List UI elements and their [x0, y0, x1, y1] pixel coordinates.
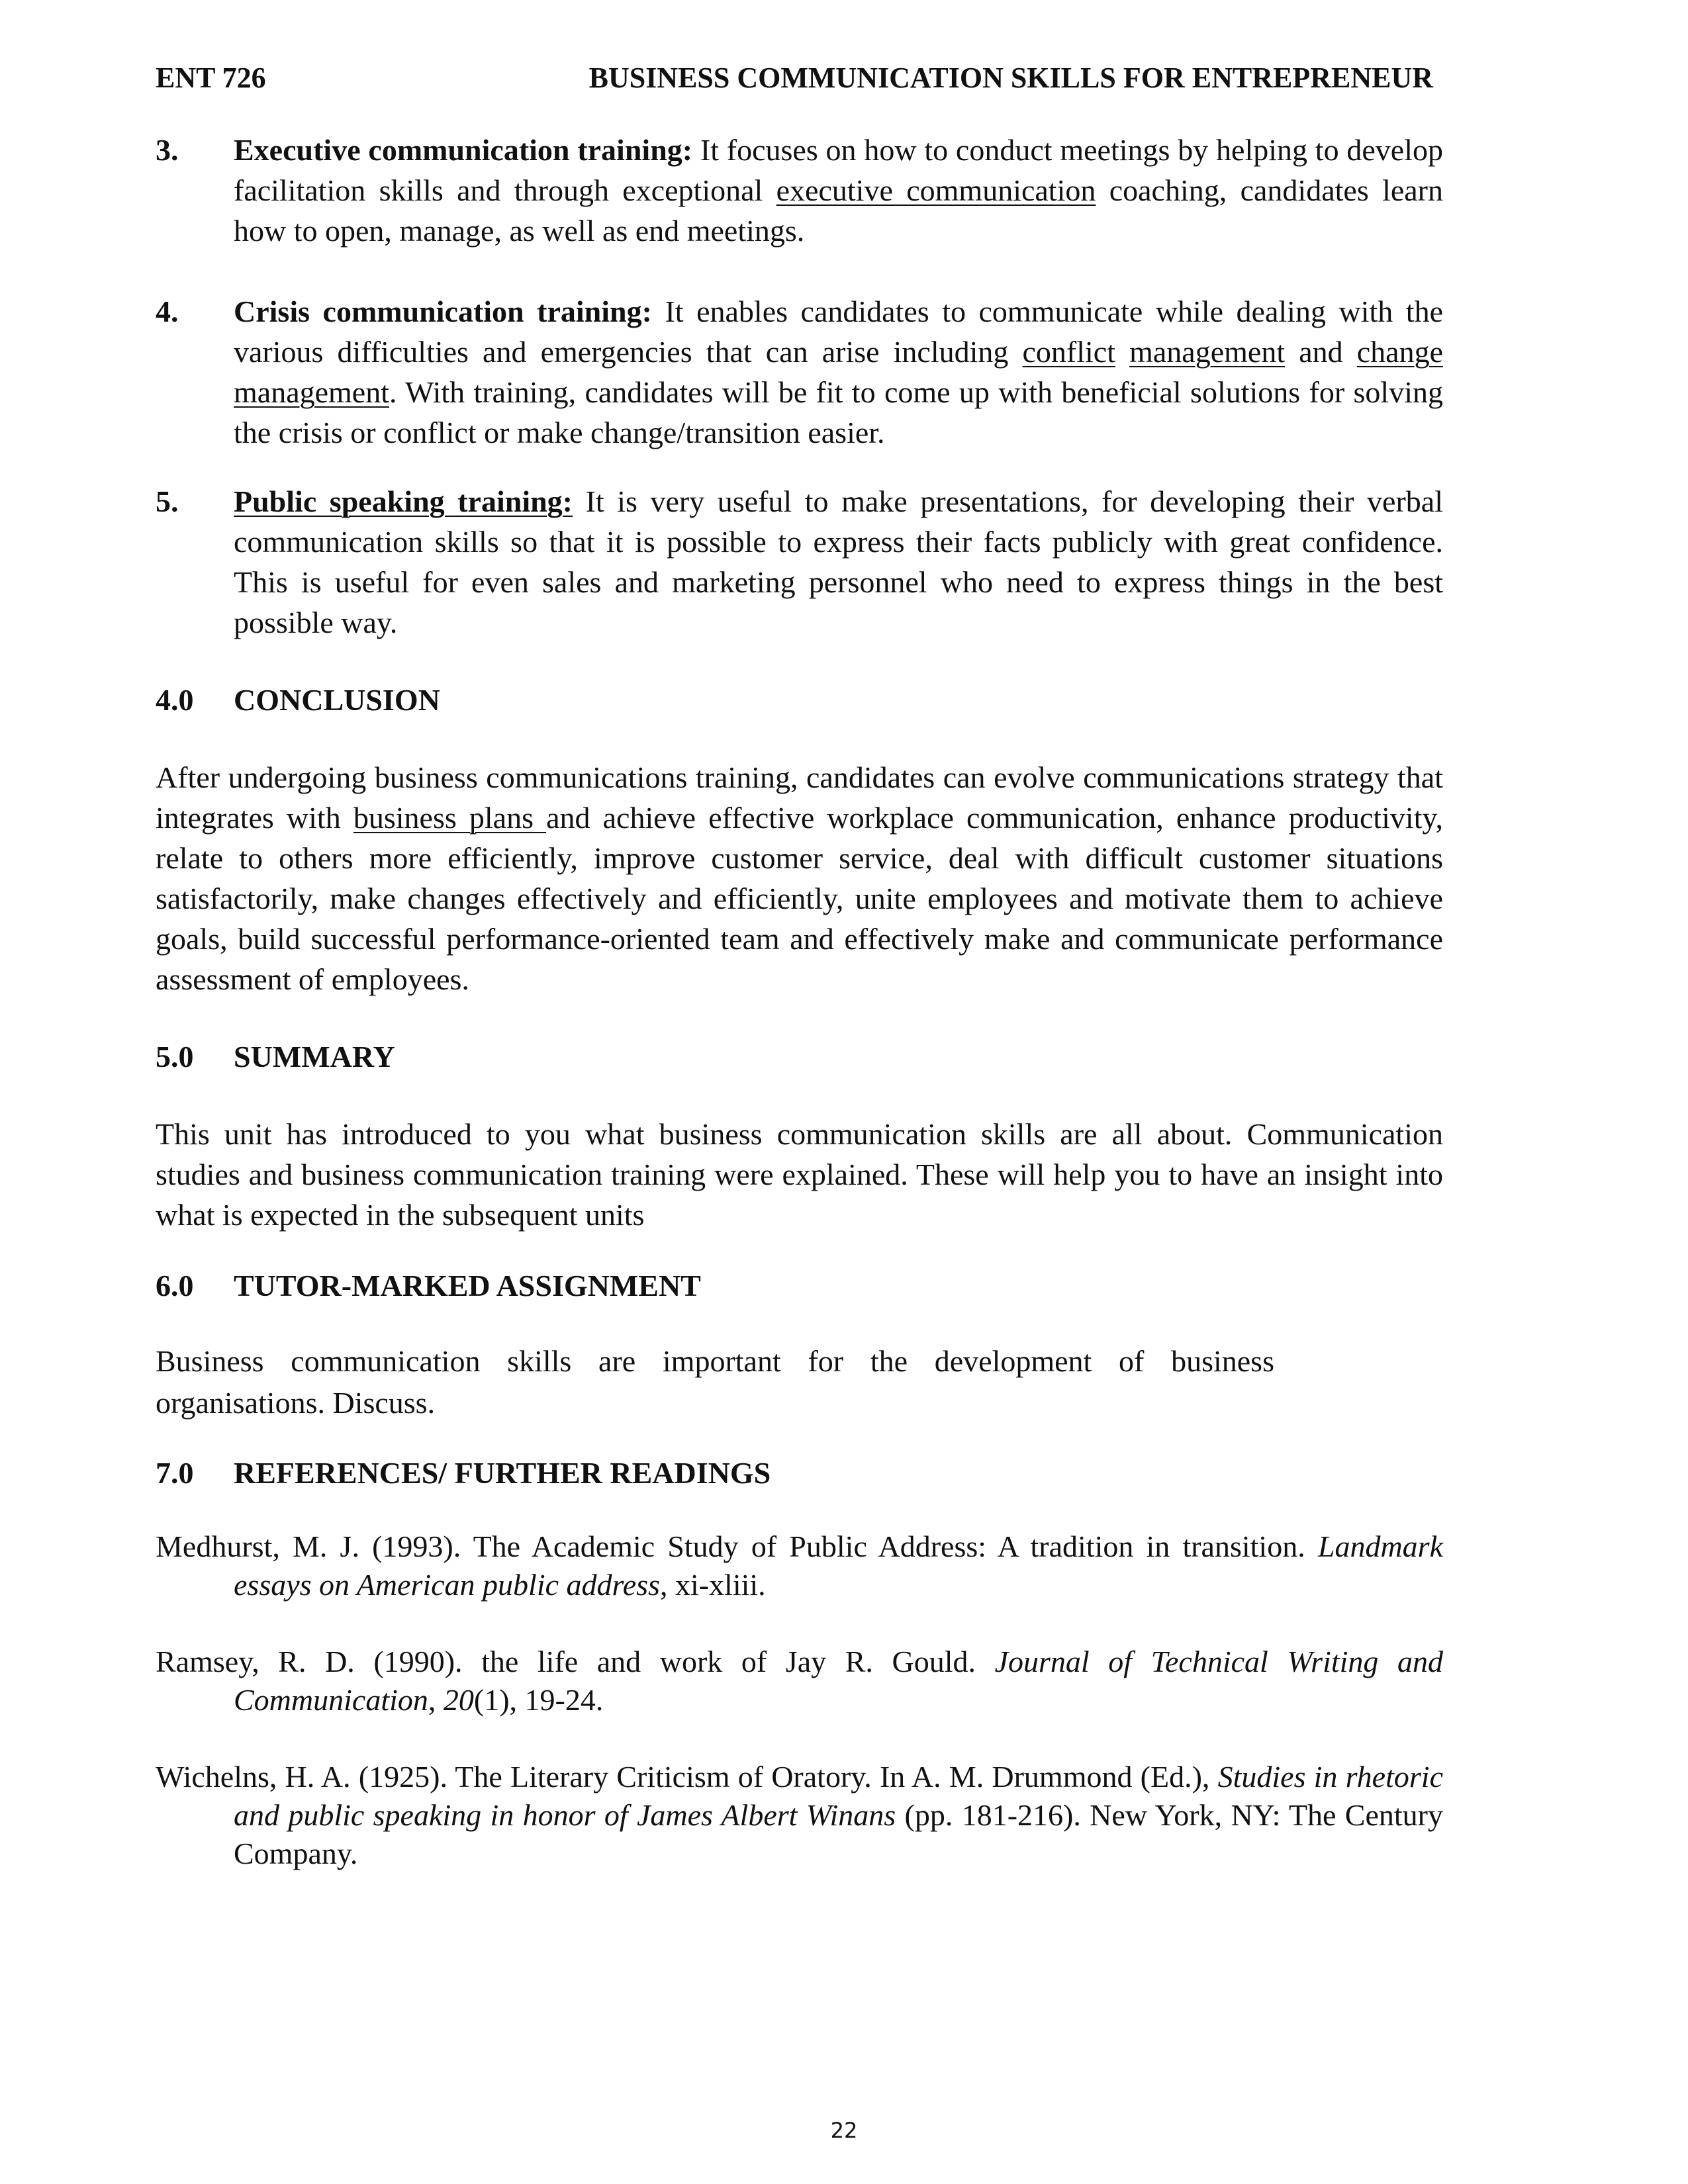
- list-item-text: It enables candidates to communicate while dealing with the various difficulties and emergencies that can arise including: [234, 295, 1443, 369]
- section-title: CONCLUSION: [234, 683, 440, 717]
- change-management-link[interactable]: change management: [234, 335, 1444, 409]
- list-item-term: Crisis communication training:: [234, 295, 652, 328]
- reference-source: Landmark essays on American public address: [234, 1529, 1443, 1602]
- section-title: TUTOR-MARKED ASSIGNMENT: [234, 1269, 701, 1302]
- executive-communication-link[interactable]: executive communication: [776, 173, 1096, 207]
- summary-paragraph: This unit has introduced to you what business communication skills are all about. Communication studies and business communication training were explained. These will help you to have an insight into what is expected in the subsequent units: [156, 1117, 1443, 1232]
- conflict-link[interactable]: conflict: [1022, 335, 1115, 369]
- conclusion-paragraph: [156, 757, 1443, 999]
- business-plans-link[interactable]: business plans: [353, 801, 547, 835]
- list-item-text: It focuses on how to conduct meetings by helping to develop facilitation skills and through exceptional: [234, 133, 1443, 207]
- section-heading-summary: [156, 1036, 1443, 1077]
- list-item-text: and: [1285, 335, 1357, 369]
- reference-text: (pp. 181-216). New York, NY: The Century Company.: [234, 1798, 1443, 1870]
- list-item-text: It is very useful to make presentations, for developing their verbal communication skills so that it is possible to express their facts publicly with great confidence. This is useful for even sales and marketing personnel who need to express things in the best possible way.: [234, 484, 1443, 639]
- list-item-number: 5.: [156, 484, 179, 518]
- list-item-number: 3.: [156, 133, 179, 167]
- list-item-text: coaching, candidates learn how to open, manage, as well as end meetings.: [234, 173, 1443, 248]
- section-number: 7.0: [156, 1456, 194, 1490]
- reference-entry: [156, 1643, 1443, 1719]
- reference-text: (1), 19-24.: [473, 1683, 604, 1717]
- list-item-public-speaking-training: [156, 481, 1443, 643]
- list-item-executive-training: [156, 130, 1443, 251]
- section-number: 4.0: [156, 683, 194, 717]
- paragraph-text: After undergoing business communications training, candidates can evolve communications strategy that integrates with: [156, 760, 1443, 835]
- reference-text: Wichelns, H. A. (1925). The Literary Criticism of Oratory. In A. M. Drummond (Ed.),: [156, 1760, 1218, 1794]
- reference-volume: 20: [443, 1683, 474, 1717]
- assignment-line: organisations. Discuss.: [156, 1386, 436, 1420]
- page-number: 22: [830, 2118, 858, 2143]
- list-item-text: . With training, candidates will be fit to come up with beneficial solutions for solving the crisis or conflict or make change/transition easier.: [234, 375, 1443, 449]
- section-number: 6.0: [156, 1269, 194, 1302]
- list-item-body: [234, 291, 1443, 453]
- assignment-line: Business communication skills are important for the development of business: [156, 1344, 1274, 1378]
- list-item-crisis-training: [156, 291, 1443, 453]
- reference-source: Studies in rhetoric and public speaking in honor of James Albert Winans: [234, 1760, 1443, 1832]
- list-item-term: Executive communication training:: [234, 133, 693, 167]
- reference-text: Medhurst, M. J. (1993). The Academic Study of Public Address: A tradition in transition.: [156, 1529, 1318, 1563]
- list-item-body: [234, 130, 1443, 251]
- section-title: SUMMARY: [234, 1040, 395, 1073]
- assignment-question: [156, 1340, 1443, 1424]
- course-title: BUSINESS COMMUNICATION SKILLS FOR ENTREPRENEUR: [588, 62, 1433, 94]
- reference-text: , xi-xliii.: [659, 1568, 766, 1602]
- section-heading-assignment: [156, 1265, 1443, 1306]
- section-heading-conclusion: [156, 680, 1443, 720]
- section-title: REFERENCES/ FURTHER READINGS: [234, 1456, 771, 1490]
- page-content: [156, 130, 1443, 1873]
- reference-source: Journal of Technical Writing and Communication: [234, 1645, 1444, 1717]
- reference-entry: [156, 1758, 1443, 1873]
- list-item-body: [234, 481, 1443, 643]
- management-link[interactable]: management: [1129, 335, 1286, 369]
- reference-entry: [156, 1527, 1443, 1604]
- list-item-term: Public speaking training:: [234, 484, 573, 518]
- list-item-number: 4.: [156, 295, 179, 328]
- section-number: 5.0: [156, 1040, 194, 1073]
- reference-text: Ramsey, R. D. (1990). the life and work of Jay R. Gould.: [156, 1645, 995, 1678]
- reference-text: ,: [428, 1683, 444, 1717]
- course-code: ENT 726: [156, 62, 266, 94]
- paragraph-text: and achieve effective workplace communication, enhance productivity, relate to others more efficiently, improve customer service, deal with difficult customer situations satisfactorily, make changes effectively and efficiently, unite employees and motivate them to achieve goals, build successful performance-oriented team and effectively make and communicate performance assessment of employees.: [156, 801, 1443, 996]
- section-heading-references: [156, 1453, 1443, 1493]
